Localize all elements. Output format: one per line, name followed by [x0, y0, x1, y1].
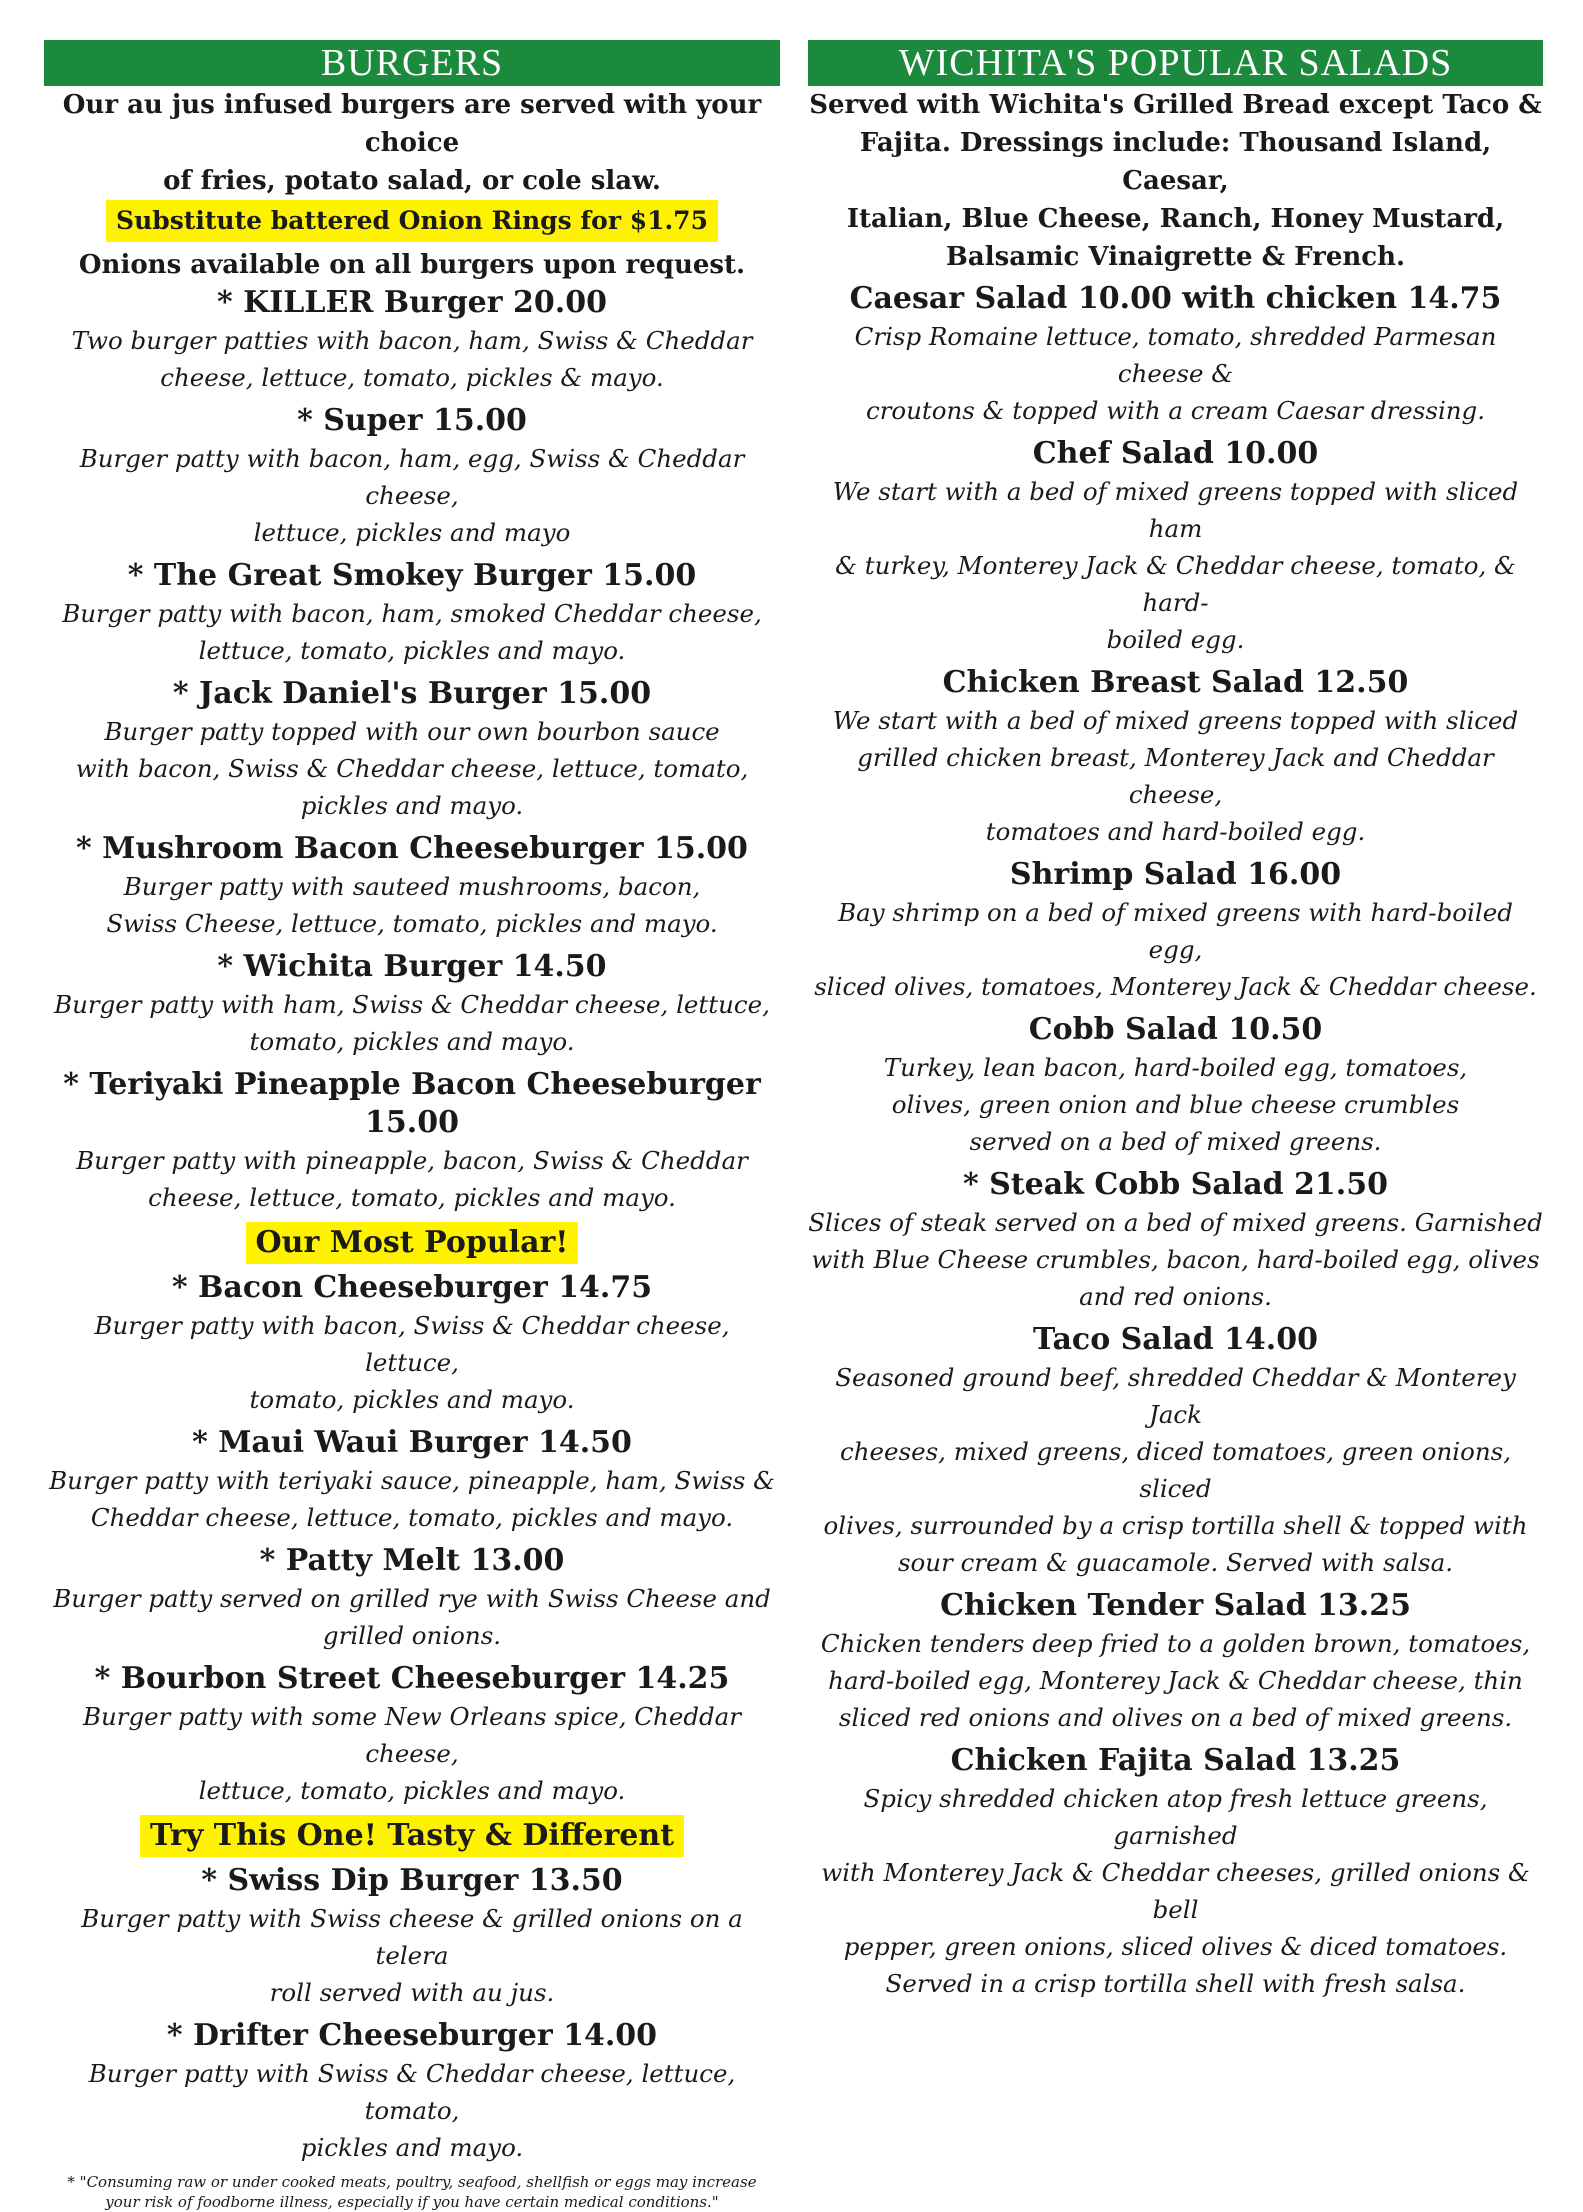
salads-intro-line: Served with Wichita's Grilled Bread except Taco &	[809, 90, 1542, 120]
burgers-section	[44, 40, 780, 2212]
menu-item-description-line: & turkey, Monterey Jack & Cheddar cheese, tomato, & hard-	[835, 551, 1516, 617]
menu-item-title: * The Great Smokey Burger 15.00	[127, 558, 697, 593]
menu-item-description-line: and red onions.	[1079, 1282, 1272, 1311]
menu-item-title: * Jack Daniel's Burger 15.00	[172, 676, 652, 711]
menu-item-description	[44, 440, 780, 551]
menu-item-description	[44, 595, 780, 669]
menu-item-description-line: croutons & topped with a cream Caesar dressing.	[865, 396, 1486, 425]
onions-note: Onions available on all burgers upon request.	[78, 250, 746, 280]
menu-item-description-line: tomato, pickles and mayo.	[249, 1027, 575, 1056]
menu-item-description-line: roll served with au jus.	[269, 1978, 555, 2007]
menu-item-description-line: Chicken tenders deep fried to a golden brown, tomatoes,	[820, 1629, 1531, 1658]
menu-item-title: * Maui Waui Burger 14.50	[192, 1425, 632, 1460]
menu-item-description-line: cheeses, mixed greens, diced tomatoes, green onions, sliced	[840, 1437, 1511, 1503]
salads-section	[808, 40, 1543, 2008]
menu-item-description-line: Burger patty with Swiss & Cheddar cheese, lettuce, tomato,	[88, 2059, 736, 2125]
menu-item-description-line: Two burger patties with bacon, ham, Swiss & Cheddar	[71, 326, 753, 355]
salads-intro-line: Italian, Blue Cheese, Ranch, Honey Mustard,	[846, 204, 1505, 234]
menu-item-title: Caesar Salad 10.00 with chicken 14.75	[849, 281, 1502, 316]
menu-item-description-line: cheese, lettuce, tomato, pickles and mayo.	[148, 1183, 676, 1212]
menu-item-title: * Super 15.00	[297, 403, 527, 438]
menu-item-title: * Mushroom Bacon Cheeseburger 15.00	[76, 831, 748, 866]
menu-item-description-line: with Monterey Jack & Cheddar cheeses, grilled onions & bell	[821, 1858, 1530, 1924]
menu-item-description-line: grilled onions.	[322, 1621, 502, 1650]
menu-item-description-line: We start with a bed of mixed greens topped with sliced	[832, 706, 1519, 735]
menu-item-description	[808, 473, 1543, 658]
salads-header: WICHITA'S POPULAR SALADS	[808, 40, 1543, 86]
menu-item-title: Cobb Salad 10.50	[1028, 1012, 1323, 1047]
menu-item-title: Chef Salad 10.00	[1032, 436, 1319, 471]
menu-item-title: * KILLER Burger 20.00	[217, 285, 607, 320]
health-disclaimer	[44, 2172, 780, 2212]
menu-item-description-line: Burger patty with ham, Swiss & Cheddar cheese, lettuce,	[54, 990, 770, 1019]
menu-item-description-line: served on a bed of mixed greens.	[969, 1127, 1382, 1156]
try-this-badge: Try This One! Tasty & Different	[140, 1815, 684, 1857]
menu-item-description-line: lettuce, tomato, pickles and mayo.	[198, 1776, 626, 1805]
menu-item-description	[808, 318, 1543, 429]
menu-item-description	[808, 1625, 1543, 1736]
menu-item-description	[808, 894, 1543, 1005]
burgers-header: BURGERS	[44, 40, 780, 86]
menu-item-description	[44, 1698, 780, 1809]
menu-item-description-line: sour cream & guacamole. Served with salsa.	[897, 1548, 1454, 1577]
menu-item-description-line: Seasoned ground beef, shredded Cheddar & Monterey Jack	[835, 1363, 1516, 1429]
health-disclaimer-line: * "Consuming raw or under cooked meats, poultry, seafood, shellfish or eggs may increase	[67, 2173, 757, 2191]
menu-item-description	[44, 1307, 780, 1418]
menu-item-title: Chicken Fajita Salad 13.25	[950, 1743, 1401, 1778]
menu-item-description-line: Burger patty with sauteed mushrooms, bacon,	[123, 872, 701, 901]
salads-intro	[808, 86, 1543, 276]
menu-item-title: * Bacon Cheeseburger 14.75	[171, 1270, 653, 1305]
menu-item-description	[44, 1900, 780, 2011]
menu-item-description-line: cheese, lettuce, tomato, pickles & mayo.	[160, 363, 664, 392]
menu-item-description	[808, 702, 1543, 850]
salads-intro-line: Fajita. Dressings include: Thousand Island, Caesar,	[859, 128, 1492, 196]
menu-item-description-line: Burger patty with teriyaki sauce, pineapple, ham, Swiss &	[49, 1466, 775, 1495]
menu-item-description-line: Burger patty with pineapple, bacon, Swiss & Cheddar	[76, 1146, 748, 1175]
menu-item-description-line: Bay shrimp on a bed of mixed greens with hard-boiled egg,	[838, 898, 1513, 964]
try-this-badge-wrap	[44, 1815, 780, 1862]
menu-item-description	[44, 1142, 780, 1216]
menu-item-description-line: Turkey, lean bacon, hard-boiled egg, tomatoes,	[883, 1053, 1468, 1082]
menu-item-description-line: tomatoes and hard-boiled egg.	[985, 817, 1366, 846]
menu-item-description-line: Burger patty with some New Orleans spice, Cheddar cheese,	[82, 1702, 742, 1768]
menu-item-description-line: hard-boiled egg, Monterey Jack & Cheddar cheese, thin	[828, 1666, 1523, 1695]
menu-item-title: Chicken Breast Salad 12.50	[942, 665, 1409, 700]
most-popular-badge: Our Most Popular!	[246, 1222, 579, 1264]
menu-item-description-line: Served in a crisp tortilla shell with fresh salsa.	[885, 1969, 1466, 1998]
menu-item-title: Taco Salad 14.00	[1033, 1322, 1318, 1357]
health-disclaimer-line: your risk of foodborne illness, especially if you have certain medical conditions."	[105, 2193, 719, 2211]
menu-item-description-line: boiled egg.	[1106, 625, 1245, 654]
menu-item-description-line: pepper, green onions, sliced olives & diced tomatoes.	[843, 1932, 1508, 1961]
menu-item-description	[44, 868, 780, 942]
menu-item-description-line: pickles and mayo.	[300, 2133, 524, 2162]
menu-item-description-line: with Blue Cheese crumbles, bacon, hard-boiled egg, olives	[811, 1245, 1540, 1274]
menu-item-description-line: Swiss Cheese, lettuce, tomato, pickles and mayo.	[106, 909, 718, 938]
menu-item-description-line: olives, surrounded by a crisp tortilla shell & topped with	[823, 1511, 1528, 1540]
menu-item-description-line: Slices of steak served on a bed of mixed greens. Garnished	[808, 1208, 1543, 1237]
menu-item-description-line: Burger patty with bacon, ham, smoked Cheddar cheese,	[62, 599, 762, 628]
menu-item-description-line: Burger patty topped with our own bourbon sauce	[104, 717, 720, 746]
menu-item-description-line: with bacon, Swiss & Cheddar cheese, lettuce, tomato,	[75, 754, 749, 783]
menu-item-description-line: lettuce, tomato, pickles and mayo.	[198, 636, 626, 665]
onion-rings-substitute: Substitute battered Onion Rings for $1.75	[106, 200, 718, 242]
burgers-intro-line: of fries, potato salad, or cole slaw.	[163, 166, 661, 196]
menu-item-title: Shrimp Salad 16.00	[1009, 857, 1342, 892]
menu-item-description-line: Burger patty with Swiss cheese & grilled onions on a telera	[81, 1904, 743, 1970]
burgers-intro-line: Our au jus infused burgers are served with your choice	[62, 90, 762, 158]
menu-item-description-line: sliced olives, tomatoes, Monterey Jack & Cheddar cheese.	[814, 972, 1537, 1001]
menu-item-description-line: sliced red onions and olives on a bed of mixed greens.	[838, 1703, 1513, 1732]
menu-item-description-line: pickles and mayo.	[300, 791, 524, 820]
menu-item-description	[44, 322, 780, 396]
menu-item-title: * Patty Melt 13.00	[259, 1543, 565, 1578]
menu-item-description-line: Spicy shredded chicken atop fresh lettuce greens, garnished	[863, 1784, 1488, 1850]
menu-item-title: Chicken Tender Salad 13.25	[940, 1588, 1411, 1623]
menu-item-description-line: tomato, pickles and mayo.	[249, 1385, 575, 1414]
menu-item-description-line: Burger patty with bacon, Swiss & Cheddar cheese, lettuce,	[94, 1311, 730, 1377]
menu-item-title: * Steak Cobb Salad 21.50	[963, 1167, 1388, 1202]
menu-item-description	[44, 1580, 780, 1654]
most-popular-badge-wrap	[44, 1222, 780, 1269]
menu-item-description-line: olives, green onion and blue cheese crumbles	[891, 1090, 1460, 1119]
menu-item-description	[808, 1359, 1543, 1581]
menu-item-description-line: Burger patty served on grilled rye with Swiss Cheese and	[53, 1584, 771, 1613]
menu-item-description-line: Cheddar cheese, lettuce, tomato, pickles and mayo.	[90, 1503, 734, 1532]
burgers-intro	[44, 86, 780, 200]
menu-item-description	[808, 1204, 1543, 1315]
menu-item-description	[44, 2055, 780, 2166]
menu-item-title: * Wichita Burger 14.50	[217, 949, 607, 984]
menu-item-title: * Teriyaki Pineapple Bacon Cheeseburger 15.00	[63, 1067, 761, 1140]
menu-item-title: * Swiss Dip Burger 13.50	[201, 1863, 623, 1898]
menu-item-title: * Bourbon Street Cheeseburger 14.25	[94, 1661, 730, 1696]
onion-rings-substitute-wrap	[44, 200, 780, 246]
menu-item-description-line: We start with a bed of mixed greens topped with sliced ham	[832, 477, 1519, 543]
menu-item-description	[44, 713, 780, 824]
salads-intro-line: Balsamic Vinaigrette & French.	[945, 242, 1406, 272]
menu-item-title: * Drifter Cheeseburger 14.00	[166, 2018, 658, 2053]
menu-item-description-line: grilled chicken breast, Monterey Jack and Cheddar cheese,	[857, 743, 1494, 809]
menu-item-description	[44, 1462, 780, 1536]
menu-item-description	[808, 1049, 1543, 1160]
menu-item-description-line: Burger patty with bacon, ham, egg, Swiss & Cheddar cheese,	[79, 444, 745, 510]
menu-item-description-line: Crisp Romaine lettuce, tomato, shredded Parmesan cheese &	[854, 322, 1497, 388]
menu-item-description	[44, 986, 780, 1060]
menu-item-description-line: lettuce, pickles and mayo	[253, 518, 571, 547]
menu-item-description	[808, 1780, 1543, 2002]
